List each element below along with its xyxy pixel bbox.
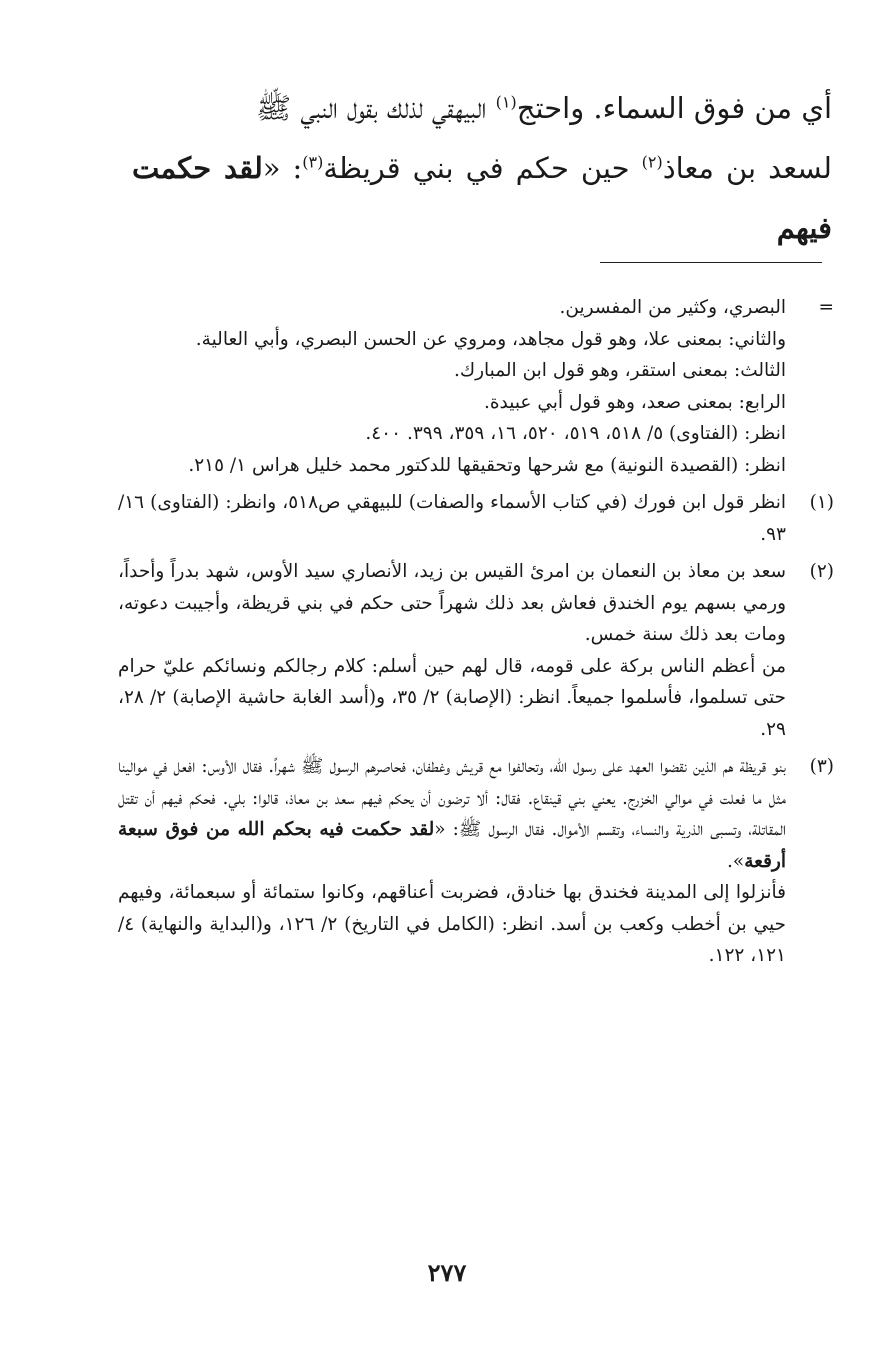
- footnote-number: (٣): [809, 756, 834, 777]
- footnote-line: البصري، وكثير من المفسرين.: [559, 297, 786, 318]
- footnote-continuation: [54, 292, 834, 481]
- footnote-3: [54, 751, 834, 972]
- page-number: ٢٧٧: [427, 1258, 467, 1287]
- hadith-quote: لقد حكمت فيه بحكم الله من فوق سبعة أرقعة: [118, 819, 786, 872]
- footnote-line: الثالث: بمعنى استقر، وهو قول ابن المبارك.: [453, 360, 786, 381]
- hadith-quote: لقد حكمت فيهم: [132, 151, 832, 245]
- footnote-line: بنو قريظة هم الذين نقضوا العهد على رسول الله، وتحالفوا مع قريش وغطفان، فحاصرهم الرسول ﷺ شهراً. فقال الأوس: افعل في موالينا مثل ما فعلت في موالي الخزرج. يعني بني قينقاع. فقال: ألا ترضون أن يحكم فيهم سعد بن معاذ، قالوا: بلي. فحكم فيهم أن تقتل المقاتلة، وتسبى الذرية والنساء، وتقسم الأموال. فقال الرسول ﷺ: «لقد حكمت فيه بحكم الله من فوق سبعة أرقعة».: [118, 756, 786, 872]
- footnotes-section: [54, 292, 834, 978]
- footnote-ref-1[interactable]: (١): [495, 92, 517, 112]
- footnote-line: انظر قول ابن فورك (في كتاب الأسماء والصفات) للبيهقي ص٥١٨، وانظر: (الفتاوى) ١٦/ ٩٣.: [118, 492, 787, 545]
- footnote-separator: [600, 262, 822, 263]
- footnote-line: انظر: (القصيدة النونية) مع شرحها وتحقيقها للدكتور محمد خليل هراس ١/ ٢١٥.: [188, 454, 786, 476]
- footnote-line: الرابع: بمعنى صعد، وهو قول أبي عبيدة.: [483, 391, 786, 413]
- main-text-block: [132, 78, 832, 258]
- footnote-1: [54, 487, 834, 550]
- continuation-mark: =: [818, 297, 834, 318]
- footnote-line: من أعظم الناس بركة على قومه، قال لهم حين أسلم: كلام رجالكم ونسائكم عليّ حرام حتى تسلموا، فأسلموا جميعاً. انظر: (الإصابة) ٢/ ٣٥، و(أسد الغابة حاشية الإصابة) ٢/ ٢٨، ٢٩.: [118, 655, 786, 740]
- main-line-2: لسعد بن معاذ$^{(٢)}$ حين حكم في بني قريظة$^{(٣)}$: «لقد حكمت فيهم: [132, 151, 832, 245]
- footnote-ref-3[interactable]: (٣): [302, 152, 324, 172]
- footnote-2: [54, 556, 834, 745]
- main-line-1: أي من فوق السماء. واحتج$^{(١)}$ البيهقي لذلك بقول النبي ﷺ: [256, 91, 832, 125]
- footnote-number: (٢): [809, 561, 834, 582]
- footnote-line: والثاني: بمعنى علا، وهو قول مجاهد، ومروي عن الحسن البصري، وأبي العالية.: [195, 328, 786, 350]
- footnote-line: فأنزلوا إلى المدينة فخندق بها خنادق، فضربت أعناقهم، وكانوا ستمائة أو سبعمائة، وفيهم حيي بن أخطب وكعب بن أسد. انظر: (الكامل في التاريخ) ٢/ ١٢٦، و(البداية والنهاية) ٤/ ١٢١، ١٢٢.: [118, 882, 786, 966]
- footnote-number: (١): [809, 492, 834, 513]
- footnote-ref-2[interactable]: (٢): [641, 152, 663, 172]
- footnote-line: سعد بن معاذ بن النعمان بن امرئ القيس بن زيد، الأنصاري سيد الأوس، شهد بدراً وأحداً، ورمي بسهم يوم الخندق فعاش بعد ذلك شهراً حتى حكم في بني قريظة، وأجيبت دعوته، ومات بعد ذلك سنة خمس.: [118, 561, 786, 645]
- footnote-line: انظر: (الفتاوى) ٥/ ٥١٨، ٥١٩، ٥٢٠، ١٦، ٣٥٩، ٣٩٩. ٤٠٠.: [365, 423, 786, 444]
